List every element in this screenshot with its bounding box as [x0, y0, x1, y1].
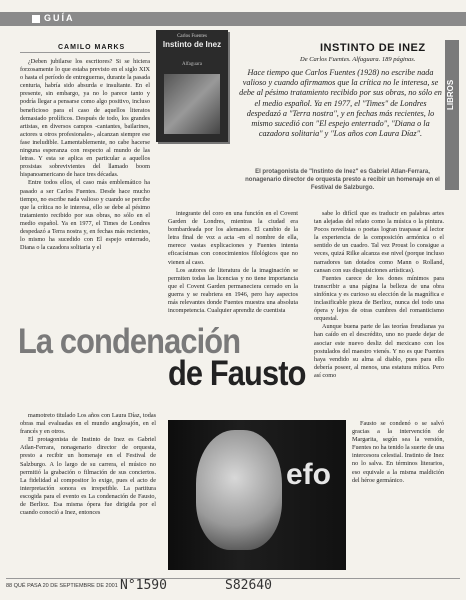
- author-photo: [168, 420, 346, 570]
- article-column-1-continued: [20, 412, 156, 574]
- handwritten-code: S82640: [225, 578, 272, 593]
- article-column-2: [168, 210, 298, 320]
- paragraph: mamotreto titulado Los años con Laura Díaz, todas obras mal evaluadas en el mundo anglosajón, en el francés y en otros.: [20, 412, 156, 436]
- photo-caption: El protagonista de "Instinto de Inez" es Gabriel Atlan-Ferrara, nonagenario director de orquesta presto a recibir un homenaje en el Festival de Salzburgo.: [245, 169, 440, 191]
- pull-quote: Hace tiempo que Carlos Fuentes (1928) no escribe nada valioso y cuando afirmamos que la crítica no le interesa, se debe al pésimo tratamiento recibido por sus obras, no sólo en el medio español. Ya en 1977, el "Times" de Londres despedazó a "Terra nostra", y en fechas más recientes, lo mismo sucedió con "El espejo enterrado", "Diana o la cazadora solitaria" y "Los años con Laura Díaz".: [239, 68, 442, 139]
- section-label: GUÍA: [44, 13, 75, 23]
- author-rule: [20, 52, 150, 53]
- section-swatch: [32, 15, 40, 23]
- paragraph: El protagonista de Instinto de Inez es Gabriel Atlan-Ferrara, nonagenario director de orquesta, presto a recibir un homenaje en el Festival de Salzburgo. A lo largo de su carrera, el músico no permitió la grabación o filmación de sus conciertos. La fidelidad al compositor lo exige, pues el acto de interpretación sonora es irrepetible. La partitura escogida para el evento es La condenación de Fausto, de Berlioz. Esa misma ópera fue dirigida por el cuando conoció a Inez, entonces: [20, 436, 156, 517]
- review-credits: De Carlos Fuentes. Alfaguara. 189 páginas.: [300, 56, 416, 63]
- section-header-bar: [0, 12, 466, 26]
- section-tab-label: LIBROS: [446, 79, 455, 110]
- paragraph: Los autores de literatura de la imaginación se permiten todas las licencias y no tiene importancia que el Covent Garden permaneciera cerrado en la guerra y se reabriera en 1946, pero hay aspectos más relevantes donde Fuentes muestra una absoluta incompetencia. Cualquier aprendiz de cuentista: [168, 266, 298, 315]
- photo-background-text: efo: [286, 458, 331, 491]
- book-cover-title: Instinto de Inez: [162, 40, 222, 49]
- paragraph: Fausto se condenó o se salvó gracias a la intervención de Margarita, según sea la versión, Fuentes no ha tenido la suerte de una intercesora celestial. Instinto de Inez no lo salva. En términos literarios, eso equivale a la misma maldición del héroe germánico.: [352, 420, 444, 484]
- article-column-1: [20, 58, 150, 318]
- book-cover-author: Carlos Fuentes: [177, 34, 207, 39]
- paragraph: Fuentes carece de los dones mínimos para transcribir a una página la belleza de una obra sinfónica y es curioso su elección de la magnífica e inclasificable pieza de Berlioz, nunca del todo una ópera y lejos de otras cumbres del romanticismo orquestal.: [314, 274, 444, 323]
- paragraph: integrante del coro en una función en el Covent Garden de Londres, mientras la ciudad era bombardeada por los alemanes. El cambio de la letra final de voz a acta -en el nombre de ella, merece vastas explicaciones y Fuentes intenta eficacísimas con conocimientos filológicos que no vienen al caso.: [168, 210, 298, 266]
- section-tab-libros: [445, 40, 459, 190]
- paragraph: ¿Deben jubilarse los escritores? Si se hiciera forzosamente lo que estaba previsto en el siglo XIX o hasta el período de entreguerras, durante la pasada centuria, habría sido absurda e insultante. En el presente, sin embargo, ya no lo parece tanto y podría llegar a pensarse como algo positivo, incluso beneficioso para el caso de aquellos literatos demasiado prolíficos. Después de todo, los grandes artistas, en diversos campos -cantantes, bailarines, actores u otros profesionales-, alcanzan siempre ese fase ineludible. Lamentablemente, no cabe hacerse ninguna esperanza con respecto al mundo de las letras. Y esta se aplica en particular a aquellos prosistas sobrevivientes del llamado boom hispanoamericano de hace tres décadas.: [20, 58, 150, 179]
- headline-line-2: de Fausto: [168, 354, 306, 393]
- article-column-3: [314, 210, 444, 400]
- paragraph: Aunque buena parte de las teorías freudianas ya han caído en el descrédito, uno no puede dejar de asociar este nuevo desliz del mexicano con los postulados del maestro vienés. Y no es que Fuentes haya vendido su alma al diablo, pues para ello debería poseer, al menos, una estatura mítica. Pero así como: [314, 323, 444, 379]
- handwritten-issue-number: N°1590: [120, 578, 167, 593]
- book-cover-art: [164, 74, 220, 134]
- article-author: CAMILO MARKS: [58, 44, 126, 51]
- book-cover-image: [156, 30, 228, 142]
- page-footer: 88 QUÉ PASA 20 DE SEPTIEMBRE DE 2001: [6, 583, 118, 589]
- review-title: INSTINTO DE INEZ: [320, 42, 426, 54]
- paragraph: sabe lo difícil que es traducir en palabras artes tan alejadas del relato como la música o la pintura. Pocos novelistas o poetas logran traspasar al lector la experiencia de la composición armónica o el sentido de un cuadro. Tal vez Proust lo consigue a veces, quizá Rilke alcanza ese nivel (porque incluso narradores tan dotados como Mann o Rolland, cansan con sus disquisiciones artísticas).: [314, 210, 444, 274]
- book-cover-publisher: Alfaguara: [182, 62, 202, 67]
- headline-line-1: La condenación: [18, 322, 241, 361]
- paragraph: Entre todos ellos, el caso más emblemático ha pasado a ser Carlos Fuentes. Desde hace mucho tiempo, no escribe nada valioso y cuando se percibe que la crítica no le interesa, ello se debe al pésimo tratamiento recibido por sus obras, no sólo en el medio español. Ya en 1977, el Times de Londres despedazó a Terra nostra y, en fechas más recientes, lo mismo ha sucedido con El espejo enterrado, Diana o la cazadora solitaria y el: [20, 179, 150, 252]
- article-column-3-continued: [352, 420, 444, 572]
- author-portrait: [196, 430, 282, 550]
